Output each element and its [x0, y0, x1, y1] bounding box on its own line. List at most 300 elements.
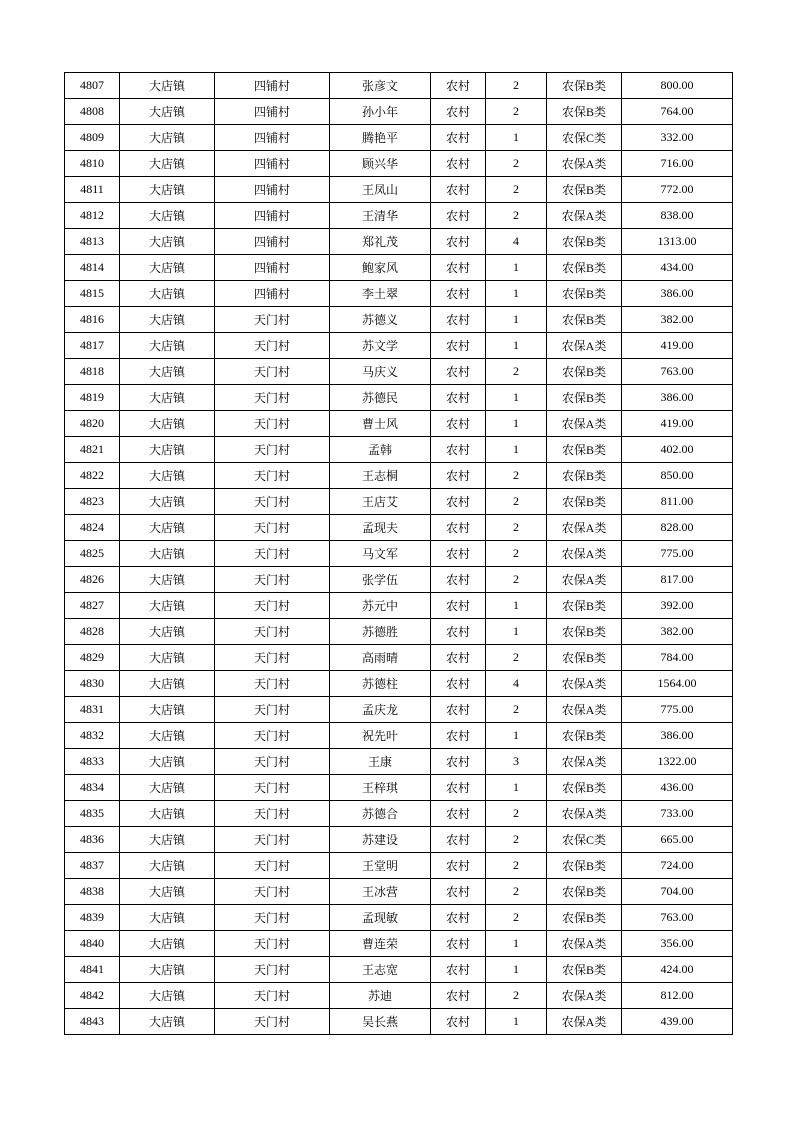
- cell-name: 曹士风: [330, 411, 431, 437]
- cell-count: 1: [486, 437, 547, 463]
- cell-category: 农保A类: [547, 671, 622, 697]
- cell-town: 大店镇: [120, 359, 215, 385]
- cell-amount: 356.00: [622, 931, 733, 957]
- cell-seq: 4828: [65, 619, 120, 645]
- table-row: [65, 827, 733, 853]
- cell-name: 张彦文: [330, 73, 431, 99]
- cell-name: 苏德民: [330, 385, 431, 411]
- cell-seq: 4808: [65, 99, 120, 125]
- cell-count: 1: [486, 333, 547, 359]
- cell-village: 四铺村: [215, 99, 330, 125]
- cell-amount: 763.00: [622, 905, 733, 931]
- table-row: [65, 307, 733, 333]
- cell-village: 天门村: [215, 697, 330, 723]
- cell-count: 2: [486, 905, 547, 931]
- cell-type: 农村: [431, 1009, 486, 1035]
- cell-amount: 850.00: [622, 463, 733, 489]
- cell-village: 天门村: [215, 853, 330, 879]
- cell-type: 农村: [431, 879, 486, 905]
- cell-name: 马庆义: [330, 359, 431, 385]
- cell-category: 农保A类: [547, 515, 622, 541]
- cell-amount: 812.00: [622, 983, 733, 1009]
- cell-type: 农村: [431, 515, 486, 541]
- cell-category: 农保B类: [547, 645, 622, 671]
- cell-seq: 4835: [65, 801, 120, 827]
- cell-amount: 800.00: [622, 73, 733, 99]
- cell-count: 2: [486, 541, 547, 567]
- cell-village: 天门村: [215, 801, 330, 827]
- cell-seq: 4838: [65, 879, 120, 905]
- table-row: [65, 255, 733, 281]
- cell-type: 农村: [431, 905, 486, 931]
- cell-town: 大店镇: [120, 619, 215, 645]
- cell-name: 祝先叶: [330, 723, 431, 749]
- cell-seq: 4811: [65, 177, 120, 203]
- cell-category: 农保A类: [547, 151, 622, 177]
- cell-town: 大店镇: [120, 437, 215, 463]
- cell-amount: 775.00: [622, 697, 733, 723]
- cell-type: 农村: [431, 697, 486, 723]
- cell-seq: 4836: [65, 827, 120, 853]
- cell-type: 农村: [431, 229, 486, 255]
- cell-category: 农保A类: [547, 411, 622, 437]
- cell-seq: 4817: [65, 333, 120, 359]
- cell-village: 天门村: [215, 515, 330, 541]
- cell-village: 四铺村: [215, 73, 330, 99]
- cell-category: 农保B类: [547, 73, 622, 99]
- cell-name: 王志宽: [330, 957, 431, 983]
- cell-amount: 665.00: [622, 827, 733, 853]
- cell-type: 农村: [431, 619, 486, 645]
- cell-category: 农保B类: [547, 593, 622, 619]
- cell-count: 1: [486, 281, 547, 307]
- table-row: [65, 567, 733, 593]
- cell-count: 1: [486, 723, 547, 749]
- cell-type: 农村: [431, 125, 486, 151]
- table-row: [65, 281, 733, 307]
- cell-seq: 4843: [65, 1009, 120, 1035]
- cell-village: 天门村: [215, 775, 330, 801]
- cell-count: 2: [486, 463, 547, 489]
- cell-name: 王店艾: [330, 489, 431, 515]
- cell-name: 苏建设: [330, 827, 431, 853]
- cell-village: 天门村: [215, 905, 330, 931]
- cell-amount: 1322.00: [622, 749, 733, 775]
- cell-village: 天门村: [215, 567, 330, 593]
- table-row: [65, 671, 733, 697]
- cell-town: 大店镇: [120, 255, 215, 281]
- cell-village: 四铺村: [215, 203, 330, 229]
- cell-amount: 332.00: [622, 125, 733, 151]
- cell-count: 2: [486, 853, 547, 879]
- cell-amount: 838.00: [622, 203, 733, 229]
- table-row: [65, 853, 733, 879]
- cell-amount: 392.00: [622, 593, 733, 619]
- cell-amount: 439.00: [622, 1009, 733, 1035]
- cell-count: 2: [486, 879, 547, 905]
- cell-seq: 4834: [65, 775, 120, 801]
- cell-village: 天门村: [215, 749, 330, 775]
- cell-category: 农保B类: [547, 385, 622, 411]
- cell-village: 天门村: [215, 359, 330, 385]
- table-row: [65, 879, 733, 905]
- cell-category: 农保A类: [547, 983, 622, 1009]
- cell-name: 苏元中: [330, 593, 431, 619]
- cell-seq: 4822: [65, 463, 120, 489]
- cell-name: 王冰营: [330, 879, 431, 905]
- cell-category: 农保B类: [547, 281, 622, 307]
- cell-category: 农保A类: [547, 567, 622, 593]
- cell-name: 王凤山: [330, 177, 431, 203]
- cell-count: 2: [486, 697, 547, 723]
- cell-count: 1: [486, 307, 547, 333]
- table-row: [65, 801, 733, 827]
- cell-count: 1: [486, 385, 547, 411]
- cell-count: 1: [486, 255, 547, 281]
- cell-category: 农保A类: [547, 1009, 622, 1035]
- cell-town: 大店镇: [120, 177, 215, 203]
- cell-town: 大店镇: [120, 333, 215, 359]
- cell-seq: 4825: [65, 541, 120, 567]
- cell-category: 农保B类: [547, 905, 622, 931]
- cell-type: 农村: [431, 853, 486, 879]
- cell-count: 2: [486, 177, 547, 203]
- cell-village: 天门村: [215, 385, 330, 411]
- cell-amount: 382.00: [622, 307, 733, 333]
- cell-type: 农村: [431, 281, 486, 307]
- cell-town: 大店镇: [120, 281, 215, 307]
- cell-seq: 4820: [65, 411, 120, 437]
- cell-village: 四铺村: [215, 281, 330, 307]
- cell-village: 天门村: [215, 593, 330, 619]
- cell-type: 农村: [431, 151, 486, 177]
- table-row: [65, 229, 733, 255]
- cell-amount: 386.00: [622, 281, 733, 307]
- cell-name: 高雨晴: [330, 645, 431, 671]
- cell-type: 农村: [431, 749, 486, 775]
- cell-seq: 4812: [65, 203, 120, 229]
- cell-name: 李土翠: [330, 281, 431, 307]
- cell-town: 大店镇: [120, 229, 215, 255]
- cell-seq: 4827: [65, 593, 120, 619]
- cell-amount: 424.00: [622, 957, 733, 983]
- cell-type: 农村: [431, 593, 486, 619]
- cell-town: 大店镇: [120, 827, 215, 853]
- cell-village: 天门村: [215, 489, 330, 515]
- cell-name: 曹连荣: [330, 931, 431, 957]
- roster-table: [64, 72, 733, 1035]
- cell-town: 大店镇: [120, 749, 215, 775]
- cell-seq: 4813: [65, 229, 120, 255]
- cell-town: 大店镇: [120, 307, 215, 333]
- table-row: [65, 177, 733, 203]
- cell-village: 天门村: [215, 333, 330, 359]
- cell-seq: 4810: [65, 151, 120, 177]
- cell-type: 农村: [431, 645, 486, 671]
- cell-category: 农保A类: [547, 749, 622, 775]
- cell-category: 农保B类: [547, 307, 622, 333]
- cell-town: 大店镇: [120, 1009, 215, 1035]
- cell-count: 2: [486, 73, 547, 99]
- cell-name: 王清华: [330, 203, 431, 229]
- cell-seq: 4830: [65, 671, 120, 697]
- cell-seq: 4837: [65, 853, 120, 879]
- cell-amount: 716.00: [622, 151, 733, 177]
- cell-type: 农村: [431, 957, 486, 983]
- cell-name: 张学伍: [330, 567, 431, 593]
- cell-category: 农保B类: [547, 853, 622, 879]
- cell-type: 农村: [431, 203, 486, 229]
- cell-village: 天门村: [215, 411, 330, 437]
- cell-amount: 763.00: [622, 359, 733, 385]
- cell-count: 1: [486, 411, 547, 437]
- cell-category: 农保B类: [547, 463, 622, 489]
- cell-name: 苏德胜: [330, 619, 431, 645]
- cell-seq: 4814: [65, 255, 120, 281]
- cell-count: 2: [486, 827, 547, 853]
- cell-type: 农村: [431, 567, 486, 593]
- cell-seq: 4819: [65, 385, 120, 411]
- cell-count: 1: [486, 775, 547, 801]
- cell-seq: 4807: [65, 73, 120, 99]
- cell-category: 农保B类: [547, 489, 622, 515]
- cell-category: 农保B类: [547, 879, 622, 905]
- cell-amount: 386.00: [622, 385, 733, 411]
- cell-town: 大店镇: [120, 879, 215, 905]
- cell-village: 天门村: [215, 879, 330, 905]
- cell-village: 四铺村: [215, 177, 330, 203]
- cell-type: 农村: [431, 541, 486, 567]
- cell-town: 大店镇: [120, 671, 215, 697]
- table-row: [65, 437, 733, 463]
- cell-type: 农村: [431, 177, 486, 203]
- cell-town: 大店镇: [120, 957, 215, 983]
- cell-amount: 382.00: [622, 619, 733, 645]
- cell-category: 农保B类: [547, 619, 622, 645]
- cell-name: 孟现敏: [330, 905, 431, 931]
- cell-amount: 436.00: [622, 775, 733, 801]
- cell-amount: 811.00: [622, 489, 733, 515]
- table-row: [65, 333, 733, 359]
- cell-count: 2: [486, 567, 547, 593]
- cell-type: 农村: [431, 931, 486, 957]
- cell-town: 大店镇: [120, 983, 215, 1009]
- table-row: [65, 931, 733, 957]
- cell-category: 农保A类: [547, 541, 622, 567]
- cell-category: 农保A类: [547, 697, 622, 723]
- cell-category: 农保A类: [547, 931, 622, 957]
- cell-amount: 434.00: [622, 255, 733, 281]
- cell-amount: 419.00: [622, 411, 733, 437]
- cell-name: 王康: [330, 749, 431, 775]
- cell-town: 大店镇: [120, 905, 215, 931]
- cell-count: 2: [486, 801, 547, 827]
- table-row: [65, 463, 733, 489]
- cell-village: 天门村: [215, 541, 330, 567]
- cell-count: 2: [486, 151, 547, 177]
- table-row: [65, 489, 733, 515]
- cell-village: 天门村: [215, 957, 330, 983]
- cell-town: 大店镇: [120, 567, 215, 593]
- table-row: [65, 775, 733, 801]
- cell-name: 苏迪: [330, 983, 431, 1009]
- cell-name: 苏德合: [330, 801, 431, 827]
- cell-town: 大店镇: [120, 99, 215, 125]
- cell-amount: 764.00: [622, 99, 733, 125]
- cell-count: 2: [486, 983, 547, 1009]
- cell-name: 苏德柱: [330, 671, 431, 697]
- cell-amount: 784.00: [622, 645, 733, 671]
- cell-town: 大店镇: [120, 203, 215, 229]
- cell-category: 农保C类: [547, 827, 622, 853]
- cell-type: 农村: [431, 359, 486, 385]
- cell-village: 天门村: [215, 827, 330, 853]
- cell-village: 四铺村: [215, 229, 330, 255]
- table-row: [65, 99, 733, 125]
- cell-type: 农村: [431, 723, 486, 749]
- cell-seq: 4833: [65, 749, 120, 775]
- cell-name: 孟韩: [330, 437, 431, 463]
- cell-category: 农保A类: [547, 333, 622, 359]
- cell-count: 2: [486, 645, 547, 671]
- cell-type: 农村: [431, 463, 486, 489]
- cell-amount: 386.00: [622, 723, 733, 749]
- table-row: [65, 749, 733, 775]
- cell-type: 农村: [431, 801, 486, 827]
- cell-amount: 419.00: [622, 333, 733, 359]
- table-row: [65, 697, 733, 723]
- cell-count: 2: [486, 515, 547, 541]
- cell-town: 大店镇: [120, 931, 215, 957]
- cell-type: 农村: [431, 671, 486, 697]
- cell-category: 农保B类: [547, 177, 622, 203]
- cell-seq: 4842: [65, 983, 120, 1009]
- cell-town: 大店镇: [120, 697, 215, 723]
- cell-town: 大店镇: [120, 385, 215, 411]
- cell-name: 马文军: [330, 541, 431, 567]
- cell-category: 农保B类: [547, 99, 622, 125]
- cell-town: 大店镇: [120, 151, 215, 177]
- cell-amount: 775.00: [622, 541, 733, 567]
- cell-name: 王梓琪: [330, 775, 431, 801]
- cell-type: 农村: [431, 99, 486, 125]
- cell-seq: 4818: [65, 359, 120, 385]
- cell-seq: 4816: [65, 307, 120, 333]
- cell-type: 农村: [431, 73, 486, 99]
- cell-village: 天门村: [215, 307, 330, 333]
- table-row: [65, 125, 733, 151]
- cell-village: 天门村: [215, 671, 330, 697]
- cell-seq: 4823: [65, 489, 120, 515]
- cell-name: 王堂明: [330, 853, 431, 879]
- cell-seq: 4840: [65, 931, 120, 957]
- cell-seq: 4826: [65, 567, 120, 593]
- cell-name: 孟庆龙: [330, 697, 431, 723]
- cell-category: 农保C类: [547, 125, 622, 151]
- table-row: [65, 385, 733, 411]
- cell-town: 大店镇: [120, 593, 215, 619]
- cell-category: 农保B类: [547, 957, 622, 983]
- cell-seq: 4841: [65, 957, 120, 983]
- cell-count: 1: [486, 957, 547, 983]
- cell-count: 3: [486, 749, 547, 775]
- cell-village: 天门村: [215, 437, 330, 463]
- table-row: [65, 593, 733, 619]
- cell-seq: 4815: [65, 281, 120, 307]
- table-row: [65, 411, 733, 437]
- cell-count: 4: [486, 229, 547, 255]
- cell-town: 大店镇: [120, 775, 215, 801]
- cell-seq: 4821: [65, 437, 120, 463]
- cell-category: 农保B类: [547, 723, 622, 749]
- cell-type: 农村: [431, 775, 486, 801]
- cell-category: 农保B类: [547, 437, 622, 463]
- table-row: [65, 645, 733, 671]
- cell-village: 天门村: [215, 931, 330, 957]
- cell-village: 天门村: [215, 463, 330, 489]
- cell-town: 大店镇: [120, 463, 215, 489]
- cell-count: 2: [486, 489, 547, 515]
- cell-category: 农保B类: [547, 229, 622, 255]
- cell-count: 1: [486, 125, 547, 151]
- table-row: [65, 151, 733, 177]
- cell-town: 大店镇: [120, 853, 215, 879]
- cell-type: 农村: [431, 385, 486, 411]
- cell-seq: 4824: [65, 515, 120, 541]
- table-row: [65, 619, 733, 645]
- cell-count: 1: [486, 1009, 547, 1035]
- cell-town: 大店镇: [120, 541, 215, 567]
- cell-town: 大店镇: [120, 411, 215, 437]
- cell-village: 天门村: [215, 619, 330, 645]
- cell-seq: 4831: [65, 697, 120, 723]
- table-row: [65, 957, 733, 983]
- cell-amount: 1564.00: [622, 671, 733, 697]
- cell-count: 1: [486, 619, 547, 645]
- table-row: [65, 541, 733, 567]
- cell-amount: 772.00: [622, 177, 733, 203]
- table-row: [65, 983, 733, 1009]
- cell-type: 农村: [431, 437, 486, 463]
- cell-town: 大店镇: [120, 645, 215, 671]
- table-row: [65, 723, 733, 749]
- cell-village: 天门村: [215, 645, 330, 671]
- cell-amount: 704.00: [622, 879, 733, 905]
- cell-amount: 828.00: [622, 515, 733, 541]
- cell-seq: 4809: [65, 125, 120, 151]
- table-row: [65, 515, 733, 541]
- cell-seq: 4832: [65, 723, 120, 749]
- cell-category: 农保A类: [547, 203, 622, 229]
- cell-count: 1: [486, 593, 547, 619]
- cell-category: 农保B类: [547, 255, 622, 281]
- table-row: [65, 359, 733, 385]
- cell-name: 王志桐: [330, 463, 431, 489]
- cell-town: 大店镇: [120, 73, 215, 99]
- cell-name: 孟现夫: [330, 515, 431, 541]
- cell-name: 孙小年: [330, 99, 431, 125]
- table-row: [65, 1009, 733, 1035]
- cell-village: 天门村: [215, 1009, 330, 1035]
- cell-name: 顾兴华: [330, 151, 431, 177]
- cell-type: 农村: [431, 827, 486, 853]
- cell-name: 吴长燕: [330, 1009, 431, 1035]
- cell-amount: 817.00: [622, 567, 733, 593]
- cell-seq: 4839: [65, 905, 120, 931]
- cell-type: 农村: [431, 411, 486, 437]
- cell-town: 大店镇: [120, 723, 215, 749]
- cell-amount: 733.00: [622, 801, 733, 827]
